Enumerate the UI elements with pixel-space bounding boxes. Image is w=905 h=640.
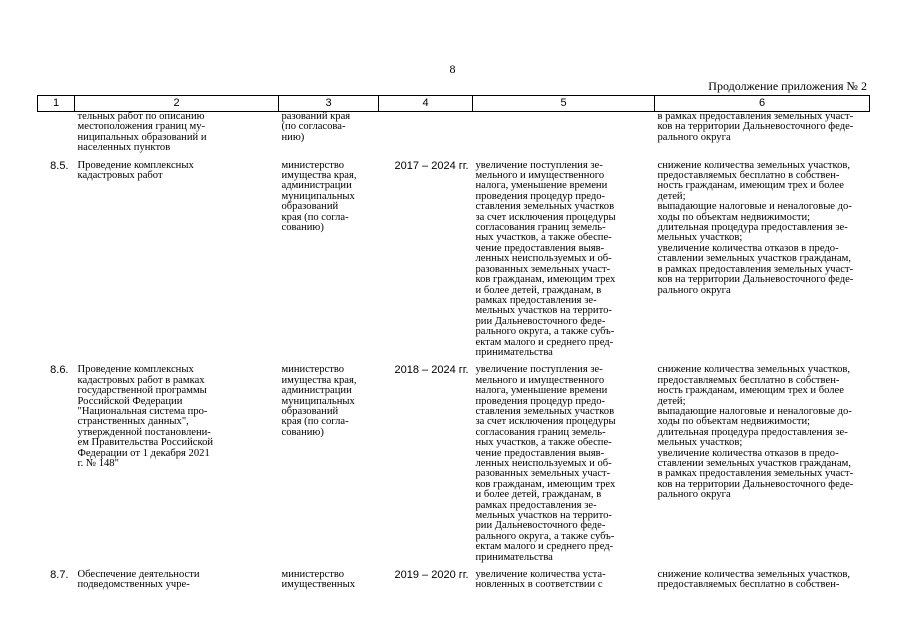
text-line: ков на территории Дальневосточного феде- [657,121,854,133]
text-line: ставлении земельных участков гражданам, [657,458,852,469]
text-line: выпадающие налоговые и неналоговые до- [657,405,852,417]
cell-num: 8.7. [50,569,69,582]
text-line: увеличение количества отказов в предо- [657,447,839,459]
text-line: администрации [281,385,352,397]
text-line: согласования границ земель- [475,222,606,234]
text-line: увеличение количества уста- [475,569,606,581]
cell-executor [279,112,379,160]
text-line: увеличение количества отказов в предо- [657,242,839,254]
text-line: Федерации от 1 декабря 2021 [77,447,210,459]
text-line: в рамках предоставления земельных участ- [657,111,854,122]
text-line: министерство [281,159,345,171]
text-line: увеличение поступления зе- [475,364,603,376]
text-line: налога, уменьшение времени [475,385,608,397]
text-line: в рамках предоставления земельных участ- [657,263,854,275]
text-line: сованию) [281,426,324,438]
text-line: ков гражданам, имеющим трех [475,478,616,490]
text-line: ектам малого и среднего пред- [475,541,614,553]
text-line: государственной программы [77,385,207,397]
cell-result [655,160,870,365]
text-line: ленных неиспользуемых и об- [475,253,612,265]
cell-outcome [473,569,655,597]
text-line: местоположения границ му- [77,121,206,133]
text-line: ставления земельных участков [475,201,615,213]
text-line: рального округа, а также субъ- [475,530,615,542]
text-line: ков на территории Дальневосточного феде- [657,478,854,490]
text-line: тельных работ по описанию [77,111,205,122]
text-line: рии Дальневосточного феде- [475,315,606,327]
text-line: согласования границ земель- [475,426,606,438]
text-line: ем Правительства Российской [77,437,214,449]
continuation-label: Продолжение приложения № 2 [708,79,867,93]
column-number-row [38,96,870,112]
cell-executor [279,569,379,597]
text-line: в рамках предоставления земельных участ- [657,468,854,480]
text-line: предоставляемых бесплатно в собствен- [657,579,840,591]
text-line: странственных данных", [77,416,189,428]
text-line: г. № 148" [77,458,119,469]
text-line: ных участков, а также обеспе- [475,437,612,449]
text-line: новленных в соответствии с [475,579,603,591]
text-line: ность гражданам, имеющим трех и более [657,180,844,192]
text-line: рального округа [657,284,731,296]
text-line: ниципальных образований и [77,131,207,143]
text-line: (по согласова- [281,121,346,133]
text-line: имущественных [281,579,356,591]
text-line: снижение количества земельных участков, [657,569,851,581]
text-line: рии Дальневосточного феде- [475,520,606,532]
col-header-6: 6 [655,96,870,112]
text-line: муниципальных [281,190,355,202]
col-header-3: 3 [279,96,379,112]
appendix-table [37,95,870,597]
text-line: мельных участков на террито- [475,510,612,522]
text-line: министерство [281,569,345,581]
text-line: чение предоставления выяв- [475,242,605,254]
page-number: 8 [449,62,456,76]
text-line: проведения процедур предо- [475,395,606,407]
text-line: сованию) [281,222,324,234]
text-line: снижение количества земельных участков, [657,364,851,376]
text-line: мельного и имущественного [475,170,605,182]
text-line: рального округа [657,131,731,143]
cell-executor [279,160,379,365]
text-line: мельных участков на террито- [475,305,612,317]
text-line: края (по согла- [281,416,349,428]
table-row-continuation [38,112,870,160]
text-line: выпадающие налоговые и неналоговые до- [657,201,852,213]
cell-num [38,112,75,160]
text-line: образований [281,405,339,417]
text-line: разований края [281,111,351,122]
table-row [38,364,870,569]
cell-outcome [473,112,655,160]
text-line: ставлении земельных участков гражданам, [657,253,852,265]
text-line: снижение количества земельных участков, [657,159,851,171]
table-row [38,569,870,597]
text-line: ков на территории Дальневосточного феде- [657,274,854,286]
text-line: Российской Федерации [77,395,183,407]
text-line: ленных неиспользуемых и об- [475,458,612,469]
text-line: ков гражданам, имеющим трех [475,274,616,286]
text-line: мельных участков; [657,437,743,449]
cell-period: 2019 – 2020 гг. [394,569,469,582]
text-line: кадастровых работ [77,170,163,182]
text-line: и более детей, гражданам, в [475,284,602,296]
col-header-1: 1 [38,96,75,112]
text-line: рального округа, а также субъ- [475,326,615,338]
text-line: Проведение комплексных [77,159,194,171]
text-line: ставления земельных участков [475,405,615,417]
col-header-4: 4 [379,96,473,112]
col-header-2: 2 [75,96,279,112]
cell-result [655,112,870,160]
cell-outcome [473,160,655,365]
text-line: ходы по объектам недвижимости; [657,416,811,428]
text-line: края (по согла- [281,211,349,223]
text-line: принимательства [475,551,553,563]
text-line: предоставляемых бесплатно в собствен- [657,374,840,386]
text-line: ность гражданам, имеющим трех и более [657,385,844,397]
text-line: имущества края, [281,374,357,386]
col-header-5: 5 [473,96,655,112]
cell-result [655,364,870,569]
text-line: детей; [657,190,686,202]
text-line: населенных пунктов [77,142,171,154]
text-line: ходы по объектам недвижимости; [657,211,811,223]
cell-num: 8.6. [50,364,69,377]
text-line: и более детей, гражданам, в [475,489,602,501]
table-row [38,160,870,365]
text-line: увеличение поступления зе- [475,159,603,171]
text-line: проведения процедур предо- [475,190,606,202]
text-line: Обеспечение деятельности [77,569,200,581]
text-line: ных участков, а также обеспе- [475,232,612,244]
text-line: министерство [281,364,345,376]
text-line: муниципальных [281,395,355,407]
cell-num: 8.5. [50,159,69,172]
cell-period: 2018 – 2024 гг. [394,364,469,377]
text-line: рамках предоставления зе- [475,499,597,511]
text-line: налога, уменьшение времени [475,180,608,192]
text-line: за счет исключения процедуры [475,211,616,223]
text-line: ектам малого и среднего пред- [475,336,614,348]
cell-period [379,112,473,160]
text-line: рального округа [657,489,731,501]
cell-period: 2017 – 2024 гг. [394,159,469,172]
text-line: мельного и имущественного [475,374,605,386]
cell-name [75,160,279,365]
text-line: чение предоставления выяв- [475,447,605,459]
cell-name [75,112,279,160]
text-line: разованных земельных участ- [475,263,611,275]
text-line: мельных участков; [657,232,743,244]
text-line: за счет исключения процедуры [475,416,616,428]
cell-name [75,364,279,569]
text-line: длительная процедура предоставления зе- [657,222,848,234]
text-line: утвержденной постановлени- [77,426,211,438]
text-line: принимательства [475,346,553,358]
cell-outcome [473,364,655,569]
cell-name [75,569,279,597]
text-line: предоставляемых бесплатно в собствен- [657,170,840,182]
text-line: администрации [281,180,352,192]
text-line: нию) [281,131,305,143]
cell-executor [279,364,379,569]
text-line: кадастровых работ в рамках [77,374,205,386]
text-line: имущества края, [281,170,357,182]
text-line: "Национальная система про- [77,405,208,417]
text-line: образований [281,201,339,213]
text-line: детей; [657,395,686,407]
cell-result [655,569,870,597]
text-line: подведомственных учре- [77,579,190,591]
text-line: рамках предоставления зе- [475,294,597,306]
text-line: разованных земельных участ- [475,468,611,480]
text-line: длительная процедура предоставления зе- [657,426,848,438]
text-line: Проведение комплексных [77,364,194,376]
